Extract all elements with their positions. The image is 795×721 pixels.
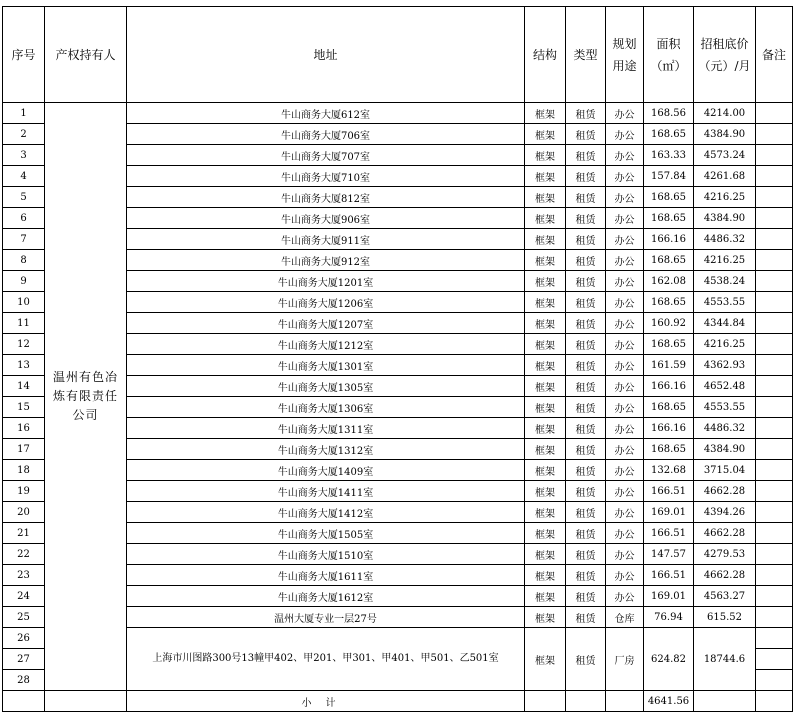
- row-remarks: [756, 145, 793, 166]
- row-remarks: [756, 439, 793, 460]
- row-address: 牛山商务大厦1412室: [127, 502, 525, 523]
- row-usage: 办公: [606, 103, 644, 124]
- row-area: 163.33: [644, 145, 694, 166]
- row-usage: 办公: [606, 313, 644, 334]
- row-structure: 框架: [525, 187, 566, 208]
- row-price: 4384.90: [694, 208, 756, 229]
- row-usage: 办公: [606, 355, 644, 376]
- row-structure: 框架: [525, 313, 566, 334]
- row-type: 租赁: [566, 607, 606, 628]
- row-number: 21: [3, 523, 45, 544]
- row-number: 13: [3, 355, 45, 376]
- row-type: 租赁: [566, 229, 606, 250]
- row-address: 牛山商务大厦1305室: [127, 376, 525, 397]
- row-remarks: [756, 187, 793, 208]
- row-area: 168.65: [644, 187, 694, 208]
- row-remarks: [756, 670, 793, 691]
- row-type: 租赁: [566, 187, 606, 208]
- row-type: 租赁: [566, 145, 606, 166]
- row-area: 166.51: [644, 481, 694, 502]
- header-usage: 规划用途: [606, 7, 644, 103]
- row-structure: 框架: [525, 586, 566, 607]
- row-usage: 办公: [606, 208, 644, 229]
- row-price: 4553.55: [694, 292, 756, 313]
- row-structure: 框架: [525, 460, 566, 481]
- row-number: 2: [3, 124, 45, 145]
- row-structure: 框架: [525, 397, 566, 418]
- row-address: 温州大厦专业一层27号: [127, 607, 525, 628]
- row-area: 168.65: [644, 397, 694, 418]
- row-usage: 办公: [606, 334, 644, 355]
- row-price: 4538.24: [694, 271, 756, 292]
- row-structure: 框架: [525, 439, 566, 460]
- row-usage: 办公: [606, 229, 644, 250]
- row-usage: 办公: [606, 481, 644, 502]
- row-remarks: [756, 376, 793, 397]
- row-price: 4652.48: [694, 376, 756, 397]
- group-address: 上海市川图路300号13幢甲402、甲201、甲301、甲401、甲501、乙501室: [127, 628, 525, 691]
- row-price: 4216.25: [694, 187, 756, 208]
- row-type: 租赁: [566, 208, 606, 229]
- row-usage: 办公: [606, 544, 644, 565]
- row-address: 牛山商务大厦812室: [127, 187, 525, 208]
- row-number: 8: [3, 250, 45, 271]
- row-structure: 框架: [525, 229, 566, 250]
- row-type: 租赁: [566, 397, 606, 418]
- row-area: 169.01: [644, 502, 694, 523]
- header-seq: 序号: [3, 7, 45, 103]
- row-type: 租赁: [566, 502, 606, 523]
- row-address: 牛山商务大厦1201室: [127, 271, 525, 292]
- row-usage: 办公: [606, 124, 644, 145]
- row-remarks: [756, 271, 793, 292]
- header-remarks: 备注: [756, 7, 793, 103]
- row-structure: 框架: [525, 523, 566, 544]
- row-usage: 办公: [606, 502, 644, 523]
- row-structure: 框架: [525, 334, 566, 355]
- row-type: 租赁: [566, 250, 606, 271]
- row-type: 租赁: [566, 418, 606, 439]
- row-area: 157.84: [644, 166, 694, 187]
- row-usage: 办公: [606, 376, 644, 397]
- row-price: 4279.53: [694, 544, 756, 565]
- row-number: 16: [3, 418, 45, 439]
- header-price: 招租底价（元）/月: [694, 7, 756, 103]
- row-remarks: [756, 292, 793, 313]
- row-number: 26: [3, 628, 45, 649]
- subtotal-empty: [606, 691, 644, 712]
- header-address: 地址: [127, 7, 525, 103]
- row-number: 1: [3, 103, 45, 124]
- row-usage: 办公: [606, 166, 644, 187]
- row-remarks: [756, 229, 793, 250]
- table-header: [3, 7, 793, 103]
- group-structure: 框架: [525, 628, 566, 691]
- row-number: 6: [3, 208, 45, 229]
- row-type: 租赁: [566, 271, 606, 292]
- row-price: 4662.28: [694, 481, 756, 502]
- row-usage: 办公: [606, 397, 644, 418]
- row-address: 牛山商务大厦612室: [127, 103, 525, 124]
- row-area: 168.65: [644, 208, 694, 229]
- row-number: 7: [3, 229, 45, 250]
- row-address: 牛山商务大厦1306室: [127, 397, 525, 418]
- row-number: 23: [3, 565, 45, 586]
- row-remarks: [756, 649, 793, 670]
- group-price: 18744.6: [694, 628, 756, 691]
- row-usage: 办公: [606, 586, 644, 607]
- row-type: 租赁: [566, 523, 606, 544]
- row-price: 4384.90: [694, 439, 756, 460]
- row-structure: 框架: [525, 250, 566, 271]
- row-type: 租赁: [566, 586, 606, 607]
- row-structure: 框架: [525, 376, 566, 397]
- row-usage: 办公: [606, 460, 644, 481]
- header-structure: 结构: [525, 7, 566, 103]
- row-remarks: [756, 250, 793, 271]
- row-area: 168.65: [644, 334, 694, 355]
- subtotal-empty: [756, 691, 793, 712]
- row-address: 牛山商务大厦1206室: [127, 292, 525, 313]
- row-usage: 办公: [606, 292, 644, 313]
- row-area: 168.56: [644, 103, 694, 124]
- row-area: 166.16: [644, 229, 694, 250]
- row-structure: 框架: [525, 607, 566, 628]
- owner-name: 温州有色冶炼有限责任公司: [45, 103, 127, 691]
- group-type: 租赁: [566, 628, 606, 691]
- row-structure: 框架: [525, 271, 566, 292]
- subtotal-empty: [3, 691, 45, 712]
- row-address: 牛山商务大厦1611室: [127, 565, 525, 586]
- row-usage: 办公: [606, 145, 644, 166]
- row-price: 4362.93: [694, 355, 756, 376]
- row-price: 4486.32: [694, 229, 756, 250]
- row-structure: 框架: [525, 418, 566, 439]
- row-area: 166.16: [644, 418, 694, 439]
- row-structure: 框架: [525, 565, 566, 586]
- row-usage: 办公: [606, 565, 644, 586]
- row-usage: 办公: [606, 418, 644, 439]
- row-remarks: [756, 607, 793, 628]
- row-address: 牛山商务大厦706室: [127, 124, 525, 145]
- row-number: 12: [3, 334, 45, 355]
- row-address: 牛山商务大厦1311室: [127, 418, 525, 439]
- subtotal-empty: [694, 691, 756, 712]
- row-remarks: [756, 628, 793, 649]
- row-price: 4384.90: [694, 124, 756, 145]
- row-area: 168.65: [644, 250, 694, 271]
- row-number: 25: [3, 607, 45, 628]
- row-address: 牛山商务大厦707室: [127, 145, 525, 166]
- row-number: 3: [3, 145, 45, 166]
- row-area: 161.59: [644, 355, 694, 376]
- row-usage: 仓库: [606, 607, 644, 628]
- row-type: 租赁: [566, 565, 606, 586]
- row-remarks: [756, 397, 793, 418]
- header-area: 面积（㎡）: [644, 7, 694, 103]
- row-price: 615.52: [694, 607, 756, 628]
- row-type: 租赁: [566, 460, 606, 481]
- subtotal-empty: [566, 691, 606, 712]
- row-remarks: [756, 586, 793, 607]
- row-usage: 办公: [606, 250, 644, 271]
- row-structure: 框架: [525, 481, 566, 502]
- row-price: 4573.24: [694, 145, 756, 166]
- row-remarks: [756, 124, 793, 145]
- row-remarks: [756, 166, 793, 187]
- row-number: 15: [3, 397, 45, 418]
- row-structure: 框架: [525, 103, 566, 124]
- row-remarks: [756, 208, 793, 229]
- row-price: 4261.68: [694, 166, 756, 187]
- row-area: 166.51: [644, 523, 694, 544]
- row-structure: 框架: [525, 145, 566, 166]
- row-address: 牛山商务大厦1510室: [127, 544, 525, 565]
- row-remarks: [756, 565, 793, 586]
- row-remarks: [756, 523, 793, 544]
- row-area: 168.65: [644, 292, 694, 313]
- row-usage: 办公: [606, 523, 644, 544]
- row-area: 166.16: [644, 376, 694, 397]
- row-structure: 框架: [525, 502, 566, 523]
- row-address: 牛山商务大厦1212室: [127, 334, 525, 355]
- row-area: 169.01: [644, 586, 694, 607]
- header-owner: 产权持有人: [45, 7, 127, 103]
- row-type: 租赁: [566, 376, 606, 397]
- row-number: 14: [3, 376, 45, 397]
- row-address: 牛山商务大厦1409室: [127, 460, 525, 481]
- row-address: 牛山商务大厦911室: [127, 229, 525, 250]
- row-type: 租赁: [566, 292, 606, 313]
- row-structure: 框架: [525, 355, 566, 376]
- table-row: [3, 103, 793, 124]
- row-area: 168.65: [644, 439, 694, 460]
- row-price: 4486.32: [694, 418, 756, 439]
- row-area: 162.08: [644, 271, 694, 292]
- row-price: 3715.04: [694, 460, 756, 481]
- row-area: 76.94: [644, 607, 694, 628]
- row-usage: 办公: [606, 439, 644, 460]
- table-body: [3, 103, 793, 712]
- row-remarks: [756, 502, 793, 523]
- row-type: 租赁: [566, 334, 606, 355]
- header-type: 类型: [566, 7, 606, 103]
- row-address: 牛山商务大厦1505室: [127, 523, 525, 544]
- row-remarks: [756, 481, 793, 502]
- row-address: 牛山商务大厦1312室: [127, 439, 525, 460]
- row-structure: 框架: [525, 292, 566, 313]
- row-type: 租赁: [566, 355, 606, 376]
- subtotal-label: 小计: [127, 691, 525, 712]
- row-area: 168.65: [644, 124, 694, 145]
- subtotal-area: 4641.56: [644, 691, 694, 712]
- row-address: 牛山商务大厦1207室: [127, 313, 525, 334]
- row-number: 4: [3, 166, 45, 187]
- subtotal-empty: [525, 691, 566, 712]
- subtotal-empty: [45, 691, 127, 712]
- group-usage: 厂房: [606, 628, 644, 691]
- row-number: 17: [3, 439, 45, 460]
- row-type: 租赁: [566, 439, 606, 460]
- row-type: 租赁: [566, 166, 606, 187]
- row-address: 牛山商务大厦906室: [127, 208, 525, 229]
- row-remarks: [756, 355, 793, 376]
- row-remarks: [756, 103, 793, 124]
- subtotal-row: [3, 691, 793, 712]
- row-number: 20: [3, 502, 45, 523]
- row-area: 132.68: [644, 460, 694, 481]
- row-number: 19: [3, 481, 45, 502]
- row-number: 27: [3, 649, 45, 670]
- row-structure: 框架: [525, 544, 566, 565]
- row-number: 9: [3, 271, 45, 292]
- row-type: 租赁: [566, 544, 606, 565]
- row-usage: 办公: [606, 187, 644, 208]
- row-number: 28: [3, 670, 45, 691]
- row-remarks: [756, 544, 793, 565]
- row-type: 租赁: [566, 313, 606, 334]
- row-remarks: [756, 313, 793, 334]
- row-price: 4216.25: [694, 334, 756, 355]
- row-area: 166.51: [644, 565, 694, 586]
- row-address: 牛山商务大厦1411室: [127, 481, 525, 502]
- row-area: 160.92: [644, 313, 694, 334]
- row-price: 4662.28: [694, 523, 756, 544]
- row-usage: 办公: [606, 271, 644, 292]
- row-price: 4553.55: [694, 397, 756, 418]
- row-price: 4216.25: [694, 250, 756, 271]
- row-type: 租赁: [566, 103, 606, 124]
- rental-listing-table: [2, 6, 793, 712]
- row-address: 牛山商务大厦912室: [127, 250, 525, 271]
- row-number: 10: [3, 292, 45, 313]
- row-number: 22: [3, 544, 45, 565]
- row-structure: 框架: [525, 124, 566, 145]
- row-price: 4662.28: [694, 565, 756, 586]
- group-area: 624.82: [644, 628, 694, 691]
- row-number: 18: [3, 460, 45, 481]
- row-remarks: [756, 418, 793, 439]
- row-price: 4214.00: [694, 103, 756, 124]
- row-remarks: [756, 460, 793, 481]
- row-area: 147.57: [644, 544, 694, 565]
- row-address: 牛山商务大厦710室: [127, 166, 525, 187]
- row-price: 4563.27: [694, 586, 756, 607]
- row-address: 牛山商务大厦1612室: [127, 586, 525, 607]
- row-type: 租赁: [566, 124, 606, 145]
- row-structure: 框架: [525, 208, 566, 229]
- row-remarks: [756, 334, 793, 355]
- row-price: 4394.26: [694, 502, 756, 523]
- row-type: 租赁: [566, 481, 606, 502]
- row-structure: 框架: [525, 166, 566, 187]
- row-number: 5: [3, 187, 45, 208]
- row-address: 牛山商务大厦1301室: [127, 355, 525, 376]
- row-number: 11: [3, 313, 45, 334]
- row-price: 4344.84: [694, 313, 756, 334]
- row-number: 24: [3, 586, 45, 607]
